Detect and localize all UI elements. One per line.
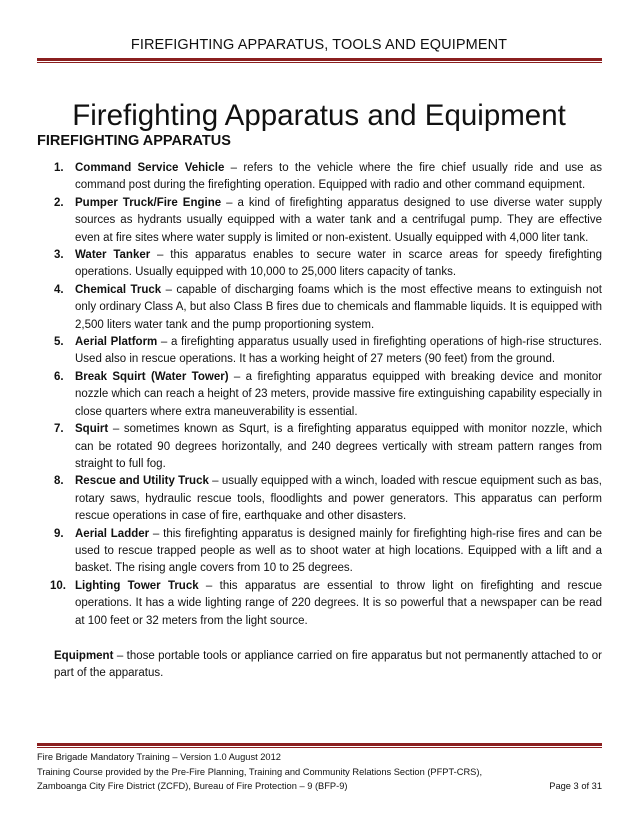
footer-line-1: Fire Brigade Mandatory Training – Version 1.0 August 2012: [37, 752, 281, 762]
section-heading: FIREFIGHTING APPARATUS: [37, 133, 231, 149]
list-item: [37, 421, 602, 473]
list-item-term: Pumper Truck/Fire Engine: [75, 196, 222, 209]
equipment-term: Equipment: [54, 650, 114, 662]
footer-line-2: Training Course provided by the Pre-Fire Planning, Training and Community Relations Section (PFPT-CRS),: [37, 766, 483, 777]
list-item: [37, 578, 602, 630]
list-item-text: – capable of discharging foams which is the most effective means to extinguish not only ordinary Class A, but also Class B fires due to chemicals and flammable liquids. It is equipped with 2,500 liters water tank and the pump proportioning system.: [75, 283, 602, 331]
list-item-number: 1.: [54, 162, 64, 174]
list-item-text: – a firefighting apparatus usually used in firefighting operations of high-rise structures. Used also in rescue operations. It has a working height of 27 meters (90 feet) from the ground.: [75, 336, 602, 366]
list-item-term: Lighting Tower Truck: [75, 579, 199, 592]
list-item-number: 2.: [54, 196, 64, 209]
list-item-term: Chemical Truck: [75, 283, 162, 296]
list-item-number: 6.: [54, 370, 64, 383]
page-footer: [37, 750, 602, 794]
list-item-number: 5.: [54, 336, 64, 349]
equipment-definition: [54, 648, 602, 683]
list-item-text: – this apparatus are essential to throw light on firefighting and rescue operations. It has a wide lighting range of 220 degrees. It is so powerful that a newspaper can be read at 100 feet or 32 meters from the light source.: [75, 579, 602, 627]
list-item-term: Rescue and Utility Truck: [75, 475, 209, 488]
list-item: [37, 473, 602, 525]
list-item-text: – this firefighting apparatus is designed mainly for firefighting high-rise fires and can be used to rescue trapped people as well as to shoot water at high locations. Equipped with a lift and a basket. The rising angle covers from 10 to 25 degrees.: [75, 527, 603, 575]
list-item-number: 3.: [54, 249, 64, 262]
list-item-term: Aerial Platform: [75, 336, 158, 349]
footer-line-3: Zamboanga City Fire District (ZCFD), Bureau of Fire Protection – 9 (BFP-9): [37, 781, 348, 791]
list-item-term: Break Squirt (Water Tower): [75, 370, 229, 383]
page-number: Page 3 of 31: [549, 781, 602, 791]
list-item-number: 10.: [50, 579, 66, 592]
footer-rule: [37, 743, 602, 748]
list-item-number: 8.: [54, 475, 64, 488]
running-header: FIREFIGHTING APPARATUS, TOOLS AND EQUIPMENT: [130, 37, 508, 53]
list-item-text: – this apparatus enables to secure water in scarce areas for speedy firefighting operations. Usually equipped with 10,000 to 25,000 liters capacity of tanks.: [75, 249, 603, 279]
list-item: [37, 526, 602, 578]
apparatus-list: [37, 160, 602, 630]
list-item-text: – a kind of firefighting apparatus designed to use diverse water supply sources as hydrants usually equipped with a water tank and a centrifugal pump. They are effective even at fire sites where water supply is limited or non-existent. Usually equipped with 4,000 liter tank.: [75, 196, 603, 244]
list-item-number: 4.: [54, 283, 64, 296]
list-item-term: Aerial Ladder: [75, 527, 150, 540]
list-item: [37, 160, 602, 195]
list-item: [37, 247, 602, 282]
page-title: Firefighting Apparatus and Equipment: [72, 98, 566, 132]
list-item-number: 7.: [54, 423, 64, 436]
list-item-term: Water Tanker: [75, 249, 151, 262]
list-item-text: – a firefighting apparatus equipped with breaking device and monitor nozzle which can reach a height of 23 meters, provide massive fire extinguishing capability especially in close quarters where extra maneuverability is essential.: [75, 370, 602, 418]
equipment-text: – those portable tools or appliance carried on fire apparatus but not permanently attached to or part of the apparatus.: [54, 650, 602, 680]
list-item-text: – sometimes known as Squrt, is a firefighting apparatus equipped with monitor nozzle, which can be rotated 90 degrees horizontally, and 240 degrees vertically with stream pattern ranges from straight to full fog.: [75, 423, 602, 470]
list-item: [37, 369, 602, 421]
list-item-term: Squirt: [75, 423, 109, 436]
list-item-number: 9.: [54, 527, 64, 540]
list-item: [37, 334, 602, 369]
list-item-term: Command Service Vehicle: [75, 162, 225, 174]
list-item: [37, 195, 602, 247]
header-rule: [37, 58, 602, 63]
list-item-text: – usually equipped with a winch, loaded with rescue equipment such as bas, rotary saws, hydraulic rescue tools, floodlights and power generators. This apparatus can perform rescue operations in case of fire, earthquake and other disasters.: [75, 475, 602, 523]
list-item-text: – refers to the vehicle where the fire chief usually ride and use as command post during the firefighting operation. Equipped with radio and other command equipment.: [75, 162, 602, 192]
list-item: [37, 282, 602, 334]
